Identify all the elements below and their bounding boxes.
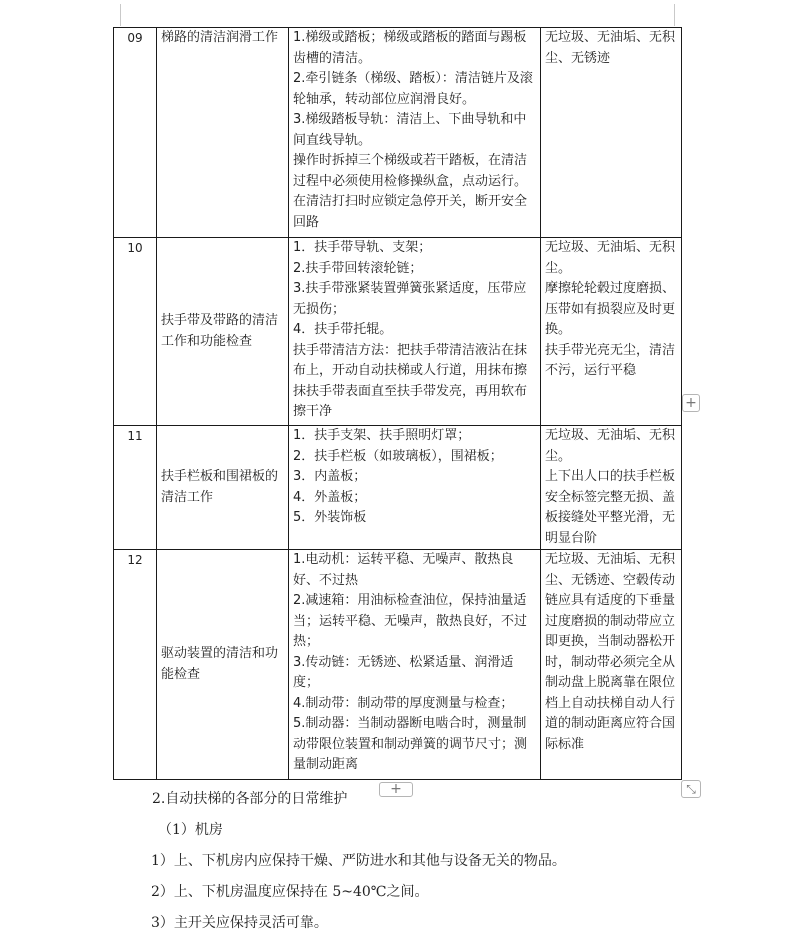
method-line: 1．扶手带导轨、支架；	[293, 240, 432, 255]
standard-line: 无垃圾、无油垢、无积尘。	[545, 428, 676, 464]
maintenance-table	[113, 27, 682, 780]
item-cell: 扶手栏板和围裙板的清洁工作	[157, 426, 289, 550]
method-cell	[289, 28, 541, 238]
standard-line: 扶手带光亮无尘，清洁不污，运行平稳	[545, 342, 676, 378]
row-number-cell: 12	[114, 550, 157, 780]
table-row	[114, 426, 682, 550]
method-line: 4．外盖板；	[293, 489, 367, 505]
item-cell: 梯路的清洁润滑工作	[157, 28, 289, 238]
method-line: 操作时拆掉三个梯级或若干踏板，在清洁过程中必须使用检修操纵盒，点动运行。在清洁打扫时应锁定急停开关，断开安全回路	[293, 153, 528, 230]
margin-mark-right	[674, 4, 675, 26]
standard-line: 无垃圾、无油垢、无积尘。	[545, 240, 676, 276]
item-cell: 驱动装置的清洁和功能检查	[157, 550, 289, 780]
margin-mark-left	[120, 4, 121, 26]
method-cell	[289, 550, 541, 780]
list-item-2: 2）上、下机房温度应保持在 5~40℃之间。	[151, 884, 429, 900]
list-item-3: 3）主开关应保持灵活可靠。	[151, 915, 328, 931]
row-number-cell: 09	[114, 28, 157, 238]
table-row	[114, 28, 682, 238]
method-line: 1．扶手支架、扶手照明灯罩；	[293, 428, 471, 443]
item-cell: 扶手带及带路的清洁工作和功能检查	[157, 238, 289, 426]
standard-line: 摩擦轮轮毂过度磨损、压带如有损裂应及时更换。	[545, 281, 676, 337]
method-line: 4.制动带：制动带的厚度测量与检查；	[293, 695, 514, 711]
method-line: 1.梯级或踏板；梯级或踏板的踏面与踢板齿槽的清洁。	[293, 30, 527, 66]
table-resize-handle[interactable]: ⤡	[681, 780, 701, 798]
section-heading: 2.自动扶梯的各部分的日常维护	[152, 791, 348, 807]
list-item-1: 1）上、下机房内应保持干燥、严防进水和其他与设备无关的物品。	[151, 853, 566, 869]
add-column-button[interactable]: +	[379, 782, 413, 797]
method-line: 1.电动机：运转平稳、无噪声、散热良好、不过热	[293, 552, 514, 588]
method-line: 2.牵引链条（梯级、踏板）：清洁链片及滚轮轴承，转动部位应润滑良好。	[293, 71, 533, 107]
method-line: 2．扶手栏板（如玻璃板），围裙板；	[293, 448, 503, 464]
add-row-button[interactable]: +	[682, 394, 700, 412]
table-row	[114, 550, 682, 780]
method-line: 4．扶手带托辊。	[293, 322, 393, 337]
method-line: 3．内盖板；	[293, 469, 367, 484]
method-line: 2.减速箱：用油标检查油位，保持油量适当；运转平稳、无噪声，散热良好，不过热；	[293, 593, 528, 649]
row-number-cell: 10	[114, 238, 157, 426]
method-cell	[289, 238, 541, 426]
subsection-heading: （1）机房	[158, 822, 223, 838]
method-cell	[289, 426, 541, 550]
standard-cell	[541, 238, 682, 426]
standard-line: 无垃圾、无油垢、无积尘、无锈迹	[545, 30, 676, 66]
method-line: 5.制动器：当制动器断电啮合时，测量制动带限位装置和制动弹簧的调节尺寸；测量制动距离	[293, 716, 528, 772]
row-number-cell: 11	[114, 426, 157, 550]
standard-line: 上下出人口的扶手栏板安全标签完整无损、盖板接缝处平整光滑，无明显台阶	[545, 469, 676, 546]
table-row	[114, 238, 682, 426]
standard-cell	[541, 550, 682, 780]
standard-cell	[541, 426, 682, 550]
standard-line: 无垃圾、无油垢、无积尘、无锈迹、空毂传动链应具有适度的下垂量过度磨损的制动带应立即更换，当制动器松开时，制动带必须完全从制动盘上脱离靠在限位档上自动扶梯自动人行道的制动距离应符合国际标准	[545, 552, 676, 752]
standard-cell	[541, 28, 682, 238]
method-line: 3.传动链：无锈迹、松紧适量、润滑适度；	[293, 654, 514, 690]
method-line: 3.扶手带涨紧装置弹簧张紧适度，压带应无损伤；	[293, 281, 527, 317]
method-line: 扶手带清洁方法：把扶手带清洁液沾在抹布上，开动自动扶梯或人行道，用抹布擦抹扶手带表面直至扶手带发亮，再用软布擦干净	[293, 342, 528, 419]
method-line: 3.梯级踏板导轨：清洁上、下曲导轨和中间直线导轨。	[293, 112, 527, 148]
method-line: 5．外装饰板	[293, 510, 367, 525]
method-line: 2.扶手带回转滚轮链；	[293, 260, 423, 276]
